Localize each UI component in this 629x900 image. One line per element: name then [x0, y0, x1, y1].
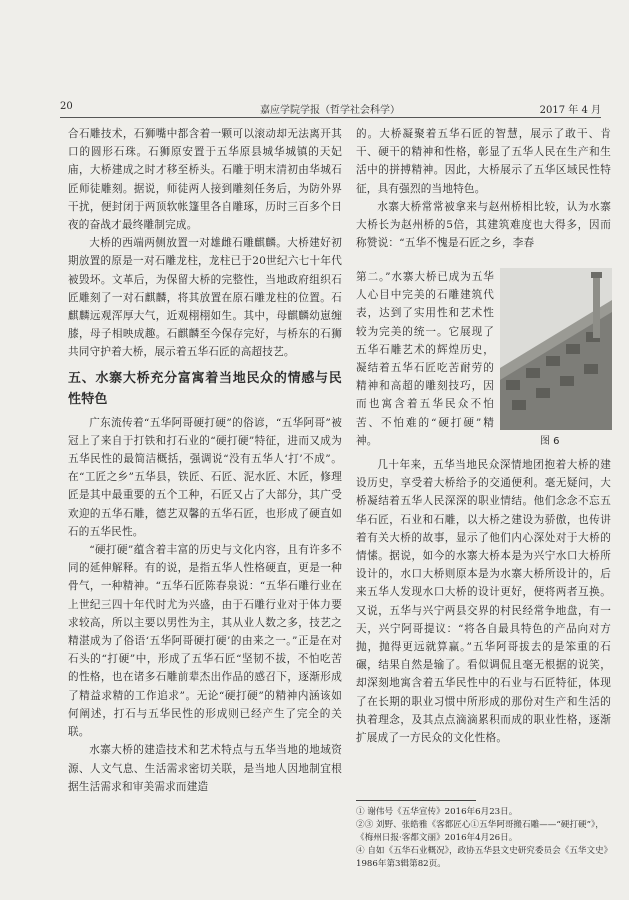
- right-column-bottom: [356, 456, 611, 747]
- right-column-wrap: [356, 268, 494, 450]
- paragraph: 合石雕技术，石狮嘴中都含着一颗可以滚动却无法离开其口的圆形石珠。石狮原安置于五华原县城华城镇的天妃庙，大桥建成之时才移至桥头。石雕于明末清初由华城石匠师徒雕刻。据说，师徒两人接到雕刻任务后，为防外界干扰，便封闭于两顶软帐篷里各自雕琢，历时三百多个日夜的奋战才最终雕制完成。: [68, 128, 342, 232]
- footnotes: [356, 806, 614, 871]
- page-number: 20: [60, 101, 73, 112]
- bridge-photo-illustration: [500, 268, 612, 430]
- left-column: [68, 125, 342, 796]
- issue-date: 2017 年 4 月: [539, 105, 601, 116]
- paragraph: 第二。”水寨大桥已成为五华人心目中完美的石雕建筑代表，达到了实用性和艺术性较为完美的统一。它展现了五华石雕艺术的辉煌历史，凝结着五华石匠吃苦耐劳的精神和高超的雕刻技巧，因而也寓含着五华民众不怕苦、不怕难的“硬打硬”精神。: [356, 271, 494, 447]
- paragraph: 水寨大桥常常被拿来与赵州桥相比较，认为水寨大桥长为赵州桥的5倍，其建筑难度也大得多，因而称赞说：“五华不愧是石匠之乡，李春: [356, 200, 611, 250]
- running-header: [60, 97, 601, 118]
- paragraph: 几十年来，五华当地民众深情地团抱着大桥的建设历史，享受着大桥给予的交通便利。毫无疑问，大桥凝结着五华人民深深的职业情结。他们念念不忘五华石匠，石业和石雕，以大桥之建设为骄傲，也传讲着有关大桥的故事，显示了他们内心深处对于大桥的情愫。据说，如今的水寨大桥本是为兴宁水口大桥所设计的，水口大桥则原本是为水寨大桥所设计的，后来五华人发现水口大桥的设计更好，便将两者互换。又说，五华与兴宁两县交界的村民经常争地盘，有一天，兴宁阿哥提议：“将各自最具特色的产品向对方抛，抛得更远就算赢。”五华阿哥拔去的是笨重的石碾，结果自然是输了。看似调侃且毫无根据的说笑，却深刻地寓含着五华民性中的石业与石匠特征，体现了在长期的职业习惯中所形成的那份对生产和生活的执着理念，及其点点滴滴累积而成的职业性格，逐渐扩展成了一方民众的文化性格。: [356, 459, 611, 745]
- paragraph: “硬打硬”蕴含着丰富的历史与文化内容，且有许多不同的延伸解释。有的说，是指五华人性格硬直，更是一种骨气，一种精神。“五华石匠陈春泉说：“五华石雕行业在上世纪三四十年代时尤为兴盛，由于石雕行业对于体力要求较高，所以主要以男性为主，其从业人数之多，技艺之精湛成为了俗语‘五华阿哥硬打硬’的由来之一。”正是在对石头的“打硬”中，形成了五华石匠“坚韧不拔，不怕吃苦的性格，也在诸多石雕前辈杰出作品的感召下，逐渐形成了精益求精的工作追求”。无论“硬打硬”的精神内涵该如何阐述，打石与五华民性的形成则已经产生了完全的关联。: [68, 544, 342, 739]
- footnote: ②③ 刘野、张皓雅《客都匠心①五华阿哥搬石雕——“硬打硬”》，《梅州日报·客都文丽》2016年4月26日。: [356, 820, 604, 843]
- footnote: ④ 自如《五华石业概况》，政协五华县文史研究委员会《五华文史》1986年第3辑第82页。: [356, 846, 613, 869]
- journal-title: 嘉应学院学报（哲学社会科学）: [260, 105, 400, 116]
- right-column-top: [356, 125, 611, 252]
- paragraph: 的。大桥凝聚着五华石匠的智慧，展示了敢干、肯干、硬干的精神和性格，彰显了五华人民在生产和生活中的拼搏精神。因此，大桥展示了五华区域民性特征，具有强烈的当地特色。: [356, 128, 611, 195]
- paragraph: 广东流传着“五华阿哥硬打硬”的俗谚，“五华阿哥”被冠上了来自于打铁和打石业的“硬打硬”特征，进而又成为五华民性的最简洁概括，强调说“没有五华人‘打’不成”。在“工匠之乡”五华县，铁匠、石匠、泥水匠、木匠，修理匠是其中最重要的五个工种，石匠又占了大部分，其广受欢迎的五华石雕，德艺双馨的五华石匠，也形成了硬直如石的五华民性。: [68, 416, 342, 538]
- bridge-photo: [500, 268, 612, 430]
- section-heading: 五、水寨大桥充分富寓着当地民众的情感与民性特色: [68, 370, 342, 407]
- footnote-divider: [356, 800, 476, 801]
- paragraph: 水寨大桥的建造技术和艺术特点与五华当地的地域资源、人文气息、生活需求密切关联，是当地人因地制宜根据生活需求和审美需求而建造: [68, 744, 342, 793]
- figure-caption: 图 6: [540, 436, 560, 447]
- paragraph: 大桥的西端两侧放置一对雄雌石雕麒麟。大桥建好初期放置的原是一对石雕龙柱，龙柱已于20世纪六七十年代被毁坏。文革后，为保留大桥的完整性，当地政府组织石匠雕刻了一对石麒麟，将其放置在原石雕龙柱的位置。石麒麟远观浑厚大气，近观栩栩如生。其中，母麒麟幼崽缠膝，母子相映成趣。石麒麟至今保存完好，与桥东的石狮共同守护着大桥，展示着五华石匠的高超技艺。: [68, 237, 342, 359]
- footnote: ① 谢伟号《五华宣传》2016年6月23日。: [356, 807, 518, 817]
